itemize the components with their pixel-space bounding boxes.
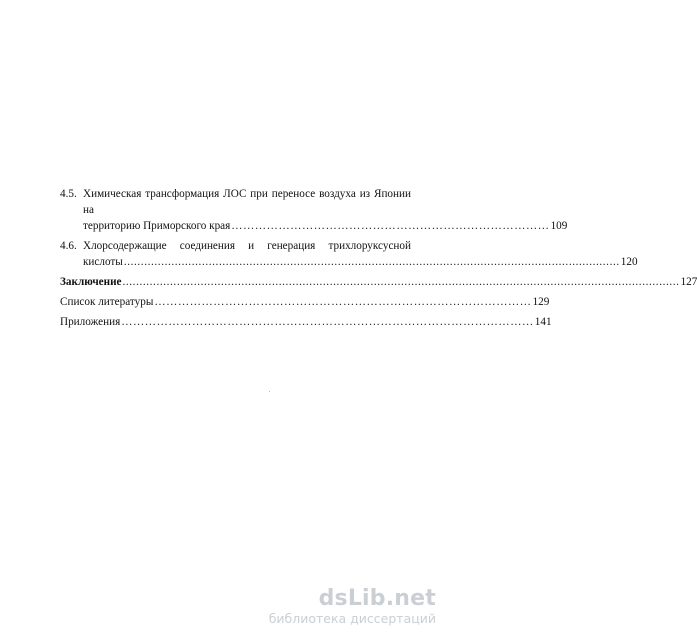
toc-entry-title: Приложения (60, 316, 121, 328)
dot-leader: …………………………………………………………………………………………… (121, 316, 534, 328)
toc-entry-number: 4.5. (60, 188, 77, 200)
dot-leader: .................................................................................................................................................. (123, 256, 620, 268)
toc-entry-number: 4.6. (60, 240, 77, 252)
toc-entry-title-line2: кислоты (83, 256, 123, 268)
toc-page-number: 120 (620, 256, 638, 268)
toc-entry-4-6[interactable] (60, 238, 638, 270)
toc-entry-title: Список литературы (60, 296, 154, 308)
toc-entry-references[interactable] (60, 294, 550, 310)
toc-entry-title-line1: Химическая трансформация ЛОС при переносе воздуха из Японии на (83, 188, 411, 216)
toc-entry-title-line1: Хлорсодержащие соединения и генерация трихлоруксусной (83, 240, 411, 252)
toc-entry-appendices[interactable] (60, 314, 552, 330)
watermark-caption: библиотека диссертаций (268, 611, 436, 626)
table-of-contents (60, 186, 697, 334)
dot-leader: .................................................................................................................................................................... (122, 276, 680, 288)
toc-entry-conclusion[interactable] (60, 274, 697, 290)
toc-entry-4-5[interactable] (60, 186, 568, 234)
toc-page-number: 109 (550, 220, 568, 232)
toc-page-number: 141 (534, 316, 552, 328)
toc-entry-title: Заключение (60, 276, 122, 288)
scan-speck (269, 391, 270, 392)
watermark-logo: dsLib.net (318, 586, 436, 611)
watermark (269, 587, 436, 626)
toc-page-number: 129 (532, 296, 550, 308)
toc-page-number: 127 (680, 276, 697, 288)
toc-entry-title-line2: территорию Приморского края (83, 220, 231, 232)
dot-leader: ……………………………………………………………………… (231, 220, 550, 232)
dot-leader: …………………………………………………………………………………… (154, 296, 532, 308)
